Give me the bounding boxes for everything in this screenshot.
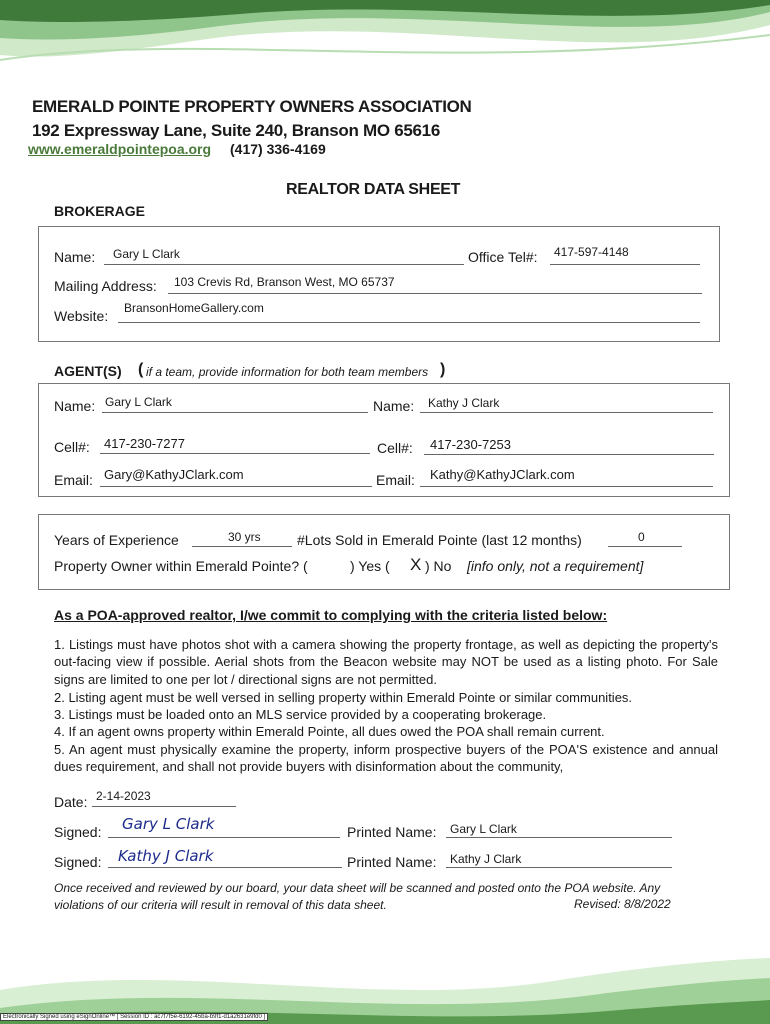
agent1-name-value: Gary L Clark: [105, 395, 172, 409]
property-owner-label: Property Owner within Emerald Pointe? (: [54, 558, 308, 574]
brokerage-name-value: Gary L Clark: [113, 247, 180, 261]
agent2-email-field[interactable]: [420, 486, 713, 487]
agents-note: if a team, provide information for both team members: [146, 365, 429, 379]
signed2-label: Signed:: [54, 854, 102, 870]
criteria-item-4: 4. If an agent owns property within Emerald Pointe, all dues owed the POA shall remain current.: [54, 724, 605, 739]
signature1-value: Gary L Clark: [122, 815, 215, 833]
experience-section: [38, 514, 730, 590]
office-tel-label: Office Tel#:: [468, 249, 538, 265]
printed1-field[interactable]: [446, 837, 672, 838]
brokerage-heading: BROKERAGE: [54, 203, 146, 219]
years-experience-field[interactable]: [192, 546, 292, 547]
website-label: Website:: [54, 308, 109, 324]
owner-note: [info only, not a requirement]: [467, 558, 644, 574]
criteria-item-2: 2. Listing agent must be well versed in selling property within Emerald Pointe or similar communities.: [54, 690, 633, 705]
agents-note-paren-open: (: [138, 361, 144, 378]
owner-yes-option[interactable]: ) Yes (: [350, 558, 390, 574]
signature2-value: Kathy J Clark: [118, 847, 214, 865]
header-wave-decoration: [0, 0, 770, 95]
criteria-item-3: 3. Listings must be loaded onto an MLS service provided by a cooperating brokerage.: [54, 707, 547, 722]
footer-note: Once received and reviewed by our board, your data sheet will be scanned and posted onto the POA website. Any violations of our criteria will result in removal of this data sheet.: [54, 881, 661, 912]
org-name: EMERALD POINTE PROPERTY OWNERS ASSOCIATION: [32, 97, 472, 116]
printed1-value: Gary L Clark: [450, 822, 517, 836]
agent2-cell-label: Cell#:: [377, 440, 413, 456]
agent1-cell-label: Cell#:: [54, 439, 90, 455]
printed2-value: Kathy J Clark: [450, 852, 522, 866]
years-experience-value: 30 yrs: [228, 530, 261, 544]
agent1-email-label: Email:: [54, 472, 93, 488]
agent1-cell-value: 417-230-7277: [104, 436, 185, 451]
brokerage-name-label: Name:: [54, 249, 96, 265]
date-field[interactable]: [92, 806, 236, 807]
mailing-address-field[interactable]: [168, 293, 702, 294]
printed2-label: Printed Name:: [347, 854, 437, 870]
date-value: 2-14-2023: [96, 789, 151, 803]
agent2-email-label: Email:: [376, 472, 415, 488]
agent2-name-field[interactable]: [420, 412, 713, 413]
org-phone: (417) 336-4169: [230, 141, 326, 157]
lots-sold-label: #Lots Sold in Emerald Pointe (last 12 months): [297, 532, 582, 548]
esign-stamp: Electronically Signed using eSignOnline™ [ Session ID : ac7f7f5e-6192-45ba-b9f1-d1a2631e9fd0 ]: [0, 1013, 268, 1021]
agent1-name-field[interactable]: [102, 412, 368, 413]
agent1-cell-field[interactable]: [100, 453, 370, 454]
agent2-name-value: Kathy J Clark: [428, 396, 500, 410]
agent2-cell-value: 417-230-7253: [430, 437, 511, 452]
brokerage-name-field[interactable]: [104, 264, 464, 265]
owner-no-option[interactable]: ) No: [425, 558, 452, 574]
mailing-address-value: 103 Crevis Rd, Branson West, MO 65737: [174, 275, 395, 289]
agent2-name-label: Name:: [373, 398, 415, 414]
signature2-field[interactable]: [108, 867, 342, 868]
criteria-item-1: 1. Listings must have photos shot with a camera showing the property frontage, as well as depicting the property's out-facing view if possible. Aerial shots from the Beacon website may NOT be used as a listing photo. For Sale signs are limited to one per lot / directional signs are not permitted.: [54, 637, 718, 687]
page-title: REALTOR DATA SHEET: [286, 181, 461, 198]
website-value: BransonHomeGallery.com: [124, 301, 264, 315]
agent2-cell-field[interactable]: [424, 454, 714, 455]
revised-date: Revised: 8/8/2022: [574, 897, 671, 911]
agents-heading: AGENT(S): [54, 363, 122, 379]
org-address: 192 Expressway Lane, Suite 240, Branson MO 65616: [32, 121, 440, 140]
lots-sold-value: 0: [638, 530, 645, 544]
date-label: Date:: [54, 794, 88, 810]
agent2-email-value: Kathy@KathyJClark.com: [430, 467, 575, 482]
org-website-link[interactable]: www.emeraldpointepoa.org: [28, 141, 212, 157]
footer-wave-decoration: [0, 930, 770, 1024]
lots-sold-field[interactable]: [608, 546, 682, 547]
criteria-item-5: 5. An agent must physically examine the property, inform prospective buyers of the POA'S existence and annual dues requirement, and shall not provide buyers with disinformation about the community,: [54, 742, 718, 775]
office-tel-value: 417-597-4148: [554, 245, 629, 259]
years-experience-label: Years of Experience: [54, 532, 179, 548]
signature1-field[interactable]: [108, 837, 340, 838]
agent1-name-label: Name:: [54, 398, 96, 414]
agent1-email-field[interactable]: [100, 486, 372, 487]
agent1-email-value: Gary@KathyJClark.com: [104, 467, 244, 482]
website-field[interactable]: [118, 322, 700, 323]
printed2-field[interactable]: [446, 867, 672, 868]
printed1-label: Printed Name:: [347, 824, 437, 840]
owner-no-checkmark: X: [410, 555, 422, 574]
agents-note-paren-close: ): [440, 361, 446, 378]
signed1-label: Signed:: [54, 824, 102, 840]
mailing-address-label: Mailing Address:: [54, 278, 157, 294]
office-tel-field[interactable]: [550, 264, 700, 265]
criteria-heading: As a POA-approved realtor, I/we commit to complying with the criteria listed below:: [54, 607, 608, 623]
